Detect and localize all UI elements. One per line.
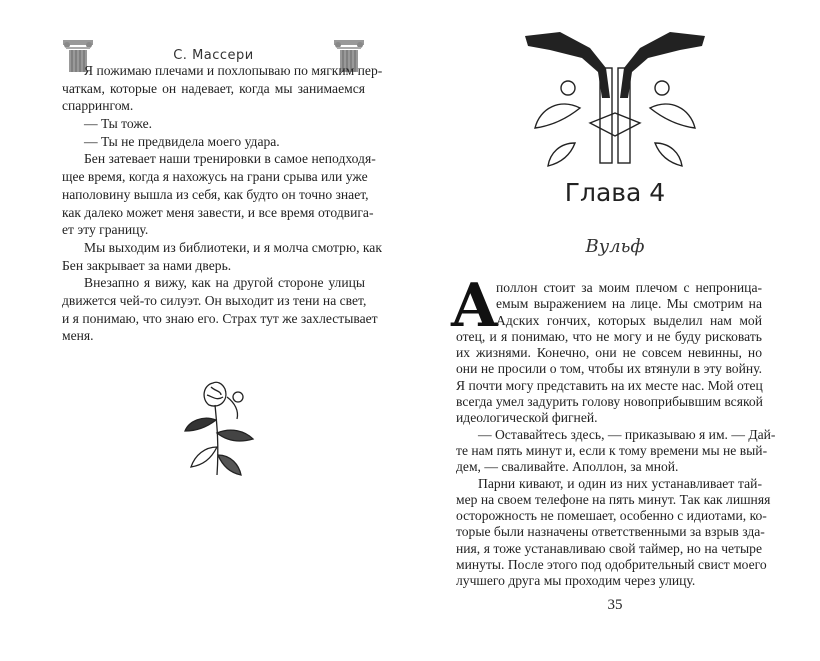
text-line: и я понимаю, что знаю его. Страх тут же захлестывает bbox=[62, 310, 378, 326]
text-line: — Оставайтесь здесь, — приказываю я им. — Дай- bbox=[478, 426, 776, 442]
text-line: идеологической фигней. bbox=[456, 410, 598, 426]
text-line: чаткам, которые он надевает, когда мы занимаемся bbox=[62, 80, 365, 96]
text-line: дем, — сваливайте. Аполлон, за мной. bbox=[456, 459, 679, 475]
text-line: их жизнями. Конечно, они не совсем невинны, но bbox=[456, 345, 762, 361]
text-line: минуты. После этого под одобрительный свист моего bbox=[456, 557, 767, 573]
running-head: С. Массери bbox=[173, 48, 254, 63]
text-line: — Ты тоже. bbox=[84, 116, 153, 132]
page-number: 35 bbox=[607, 597, 623, 613]
text-line: ет эту границу. bbox=[62, 222, 149, 238]
text-line: отец, и я понимаю, что не могу и не буду рисковать bbox=[456, 328, 762, 344]
text-line: осторожность не помешает, особенно с идиотами, ко- bbox=[456, 508, 767, 524]
drop-cap: А bbox=[450, 271, 499, 341]
text-line: Я почти могу представить на их месте нас. Мой отец bbox=[456, 377, 763, 393]
text-line: Бен закрывает за нами дверь. bbox=[62, 257, 232, 273]
text-line: Мы выходим из библиотеки, и я молча смотрю, как bbox=[84, 239, 382, 255]
text-line: ния, я тоже устанавливаю свой таймер, но на четыре bbox=[456, 540, 762, 556]
crossed-revolvers-illustration bbox=[520, 28, 710, 173]
text-line: — Ты не предвидела моего удара. bbox=[84, 133, 280, 149]
text-line: мер на своем телефоне на пять минут. Так как лишняя bbox=[456, 491, 771, 507]
text-line: спаррингом. bbox=[62, 98, 134, 114]
text-line: поллон стоит за моим плечом с непроница- bbox=[496, 280, 762, 295]
text-line: Адских гончих, которых выделил нам мой bbox=[496, 312, 762, 328]
text-line: Парни кивают, и один из них устанавливает тай- bbox=[478, 475, 762, 491]
text-line: Внезапно я вижу, как на другой стороне улицы bbox=[84, 275, 365, 291]
text-line: всегда умел задурить голову новоприбывшим всякой bbox=[456, 394, 763, 410]
text-line: наполовину вышла из себя, как будто он точно знает, bbox=[62, 186, 369, 202]
text-line: как далеко может меня завести, и все время отодвига- bbox=[62, 204, 374, 220]
text-line: емым выражением на лице. Мы смотрим на bbox=[496, 296, 762, 312]
text-line: торые были назначены ответственными за взрыв зда- bbox=[456, 524, 765, 540]
pov-character-name: Вульф bbox=[585, 236, 645, 257]
text-line: движется чей-то силуэт. Он выходит из тени на свет, bbox=[62, 292, 367, 308]
body-text bbox=[62, 62, 383, 345]
rose-illustration bbox=[175, 375, 265, 485]
body-text bbox=[456, 280, 776, 590]
text-line: Я пожимаю плечами и похлопываю по мягким пер- bbox=[84, 63, 383, 78]
text-line: они не просили о том, чтобы их втянули в эту войну. bbox=[456, 361, 762, 377]
right-page bbox=[410, 0, 820, 661]
text-line: те нам пять минут и, если к тому времени мы не вый- bbox=[456, 442, 768, 458]
text-line: Бен затевает наши тренировки в самое неподходя- bbox=[84, 151, 376, 167]
text-line: лучшего друга мы проходим через улицу. bbox=[456, 573, 696, 589]
chapter-title: Глава 4 bbox=[564, 178, 666, 207]
text-line: меня. bbox=[62, 328, 94, 344]
text-line: щее время, когда я нахожусь на грани срыва или уже bbox=[62, 169, 368, 185]
